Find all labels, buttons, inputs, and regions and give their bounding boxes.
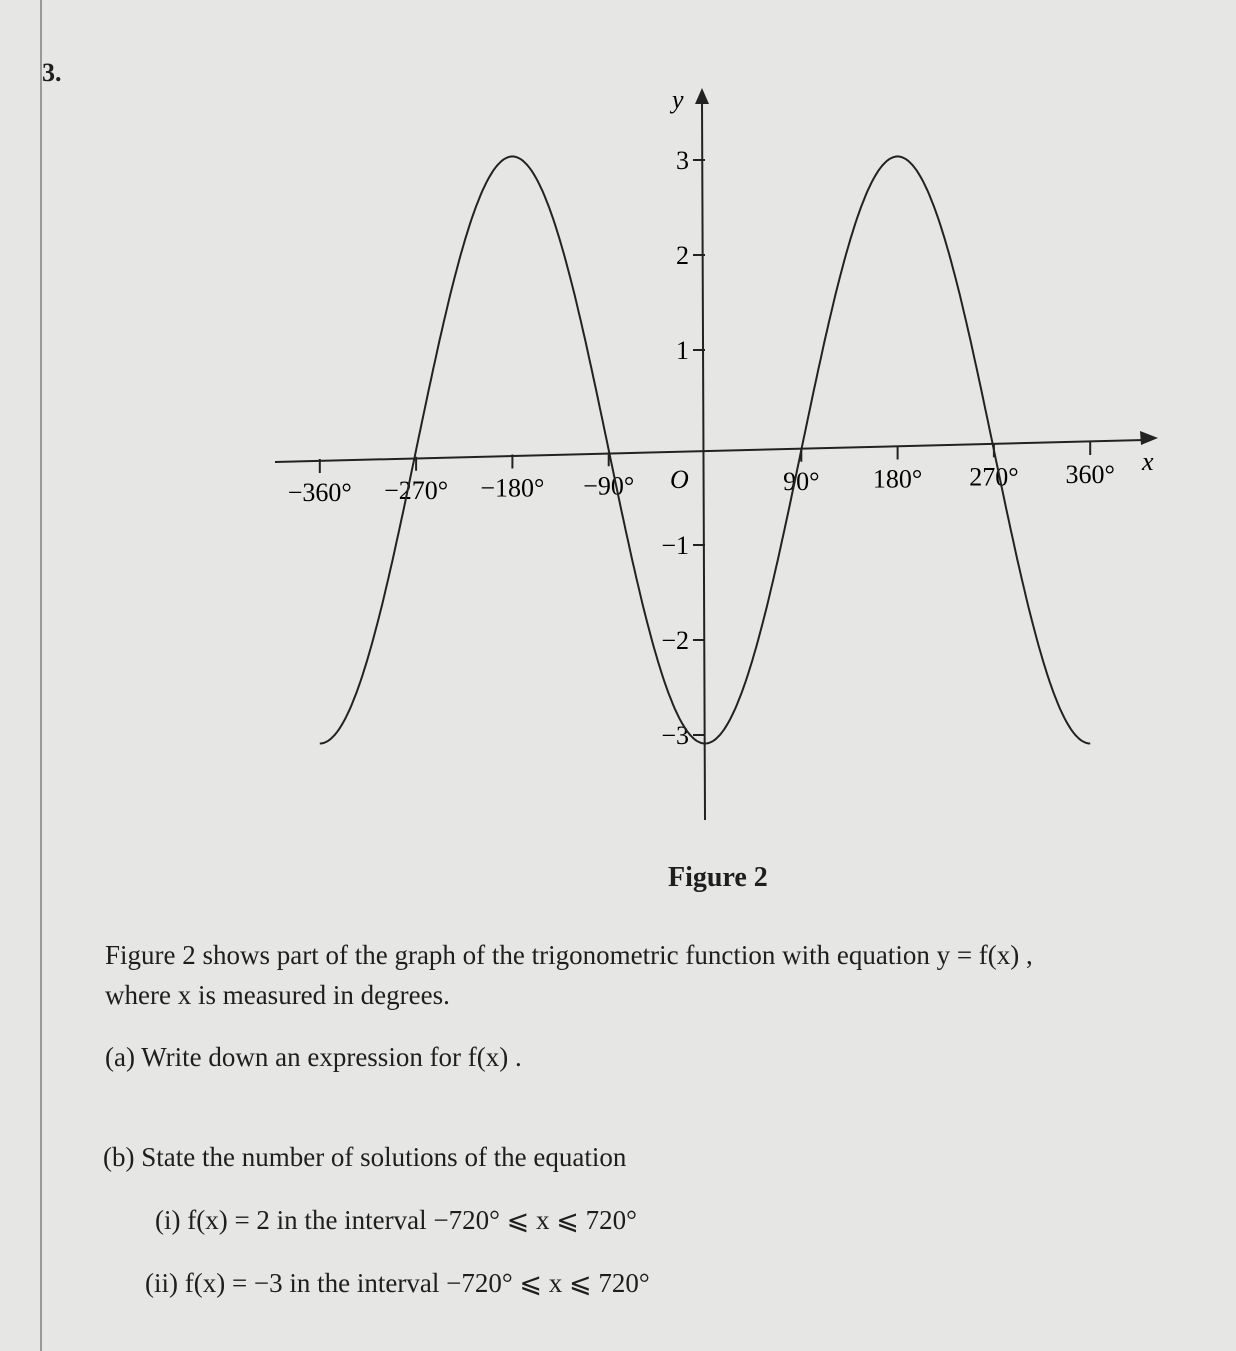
y-tick-label: 3 [676, 146, 689, 175]
x-tick-label: 360° [1065, 460, 1115, 489]
x-tick-label: 180° [872, 464, 923, 494]
x-tick-label: −180° [480, 473, 545, 503]
y-axis-arrow [695, 88, 709, 104]
y-tick-label: −3 [661, 721, 689, 750]
part-b-ii: (ii) f(x) = −3 in the interval −720° ⩽ x ⩽ 720° [145, 1268, 650, 1298]
x-tick-label: −360° [287, 478, 352, 507]
y-axis [702, 100, 705, 820]
x-axis [275, 440, 1145, 462]
question-number: 3. [42, 58, 62, 87]
part-a: (a) Write down an expression for f(x) . [105, 1042, 522, 1072]
x-axis-label: x [1142, 447, 1154, 476]
intro-line-2: where x is measured in degrees. [105, 980, 450, 1010]
x-tick-label: 90° [783, 466, 820, 496]
x-tick-label: −90° [583, 471, 635, 501]
figure-caption: Figure 2 [668, 862, 768, 893]
y-tick-label: −2 [661, 626, 689, 655]
part-b-i: (i) f(x) = 2 in the interval −720° ⩽ x ⩽ 720° [155, 1205, 637, 1235]
x-axis-arrow [1140, 431, 1158, 445]
intro-line-1: Figure 2 shows part of the graph of the trigonometric function with equation y = f(x) , [105, 940, 1033, 970]
y-axis-label: y [672, 85, 684, 114]
y-tick-label: 2 [676, 241, 689, 270]
x-tick-label: 270° [969, 462, 1019, 492]
y-tick-label: −1 [661, 531, 689, 560]
y-tick-label: 1 [676, 336, 689, 365]
origin-label: O [670, 465, 689, 494]
x-tick-label: −270° [384, 475, 449, 505]
part-b: (b) State the number of solutions of the equation [103, 1142, 627, 1172]
